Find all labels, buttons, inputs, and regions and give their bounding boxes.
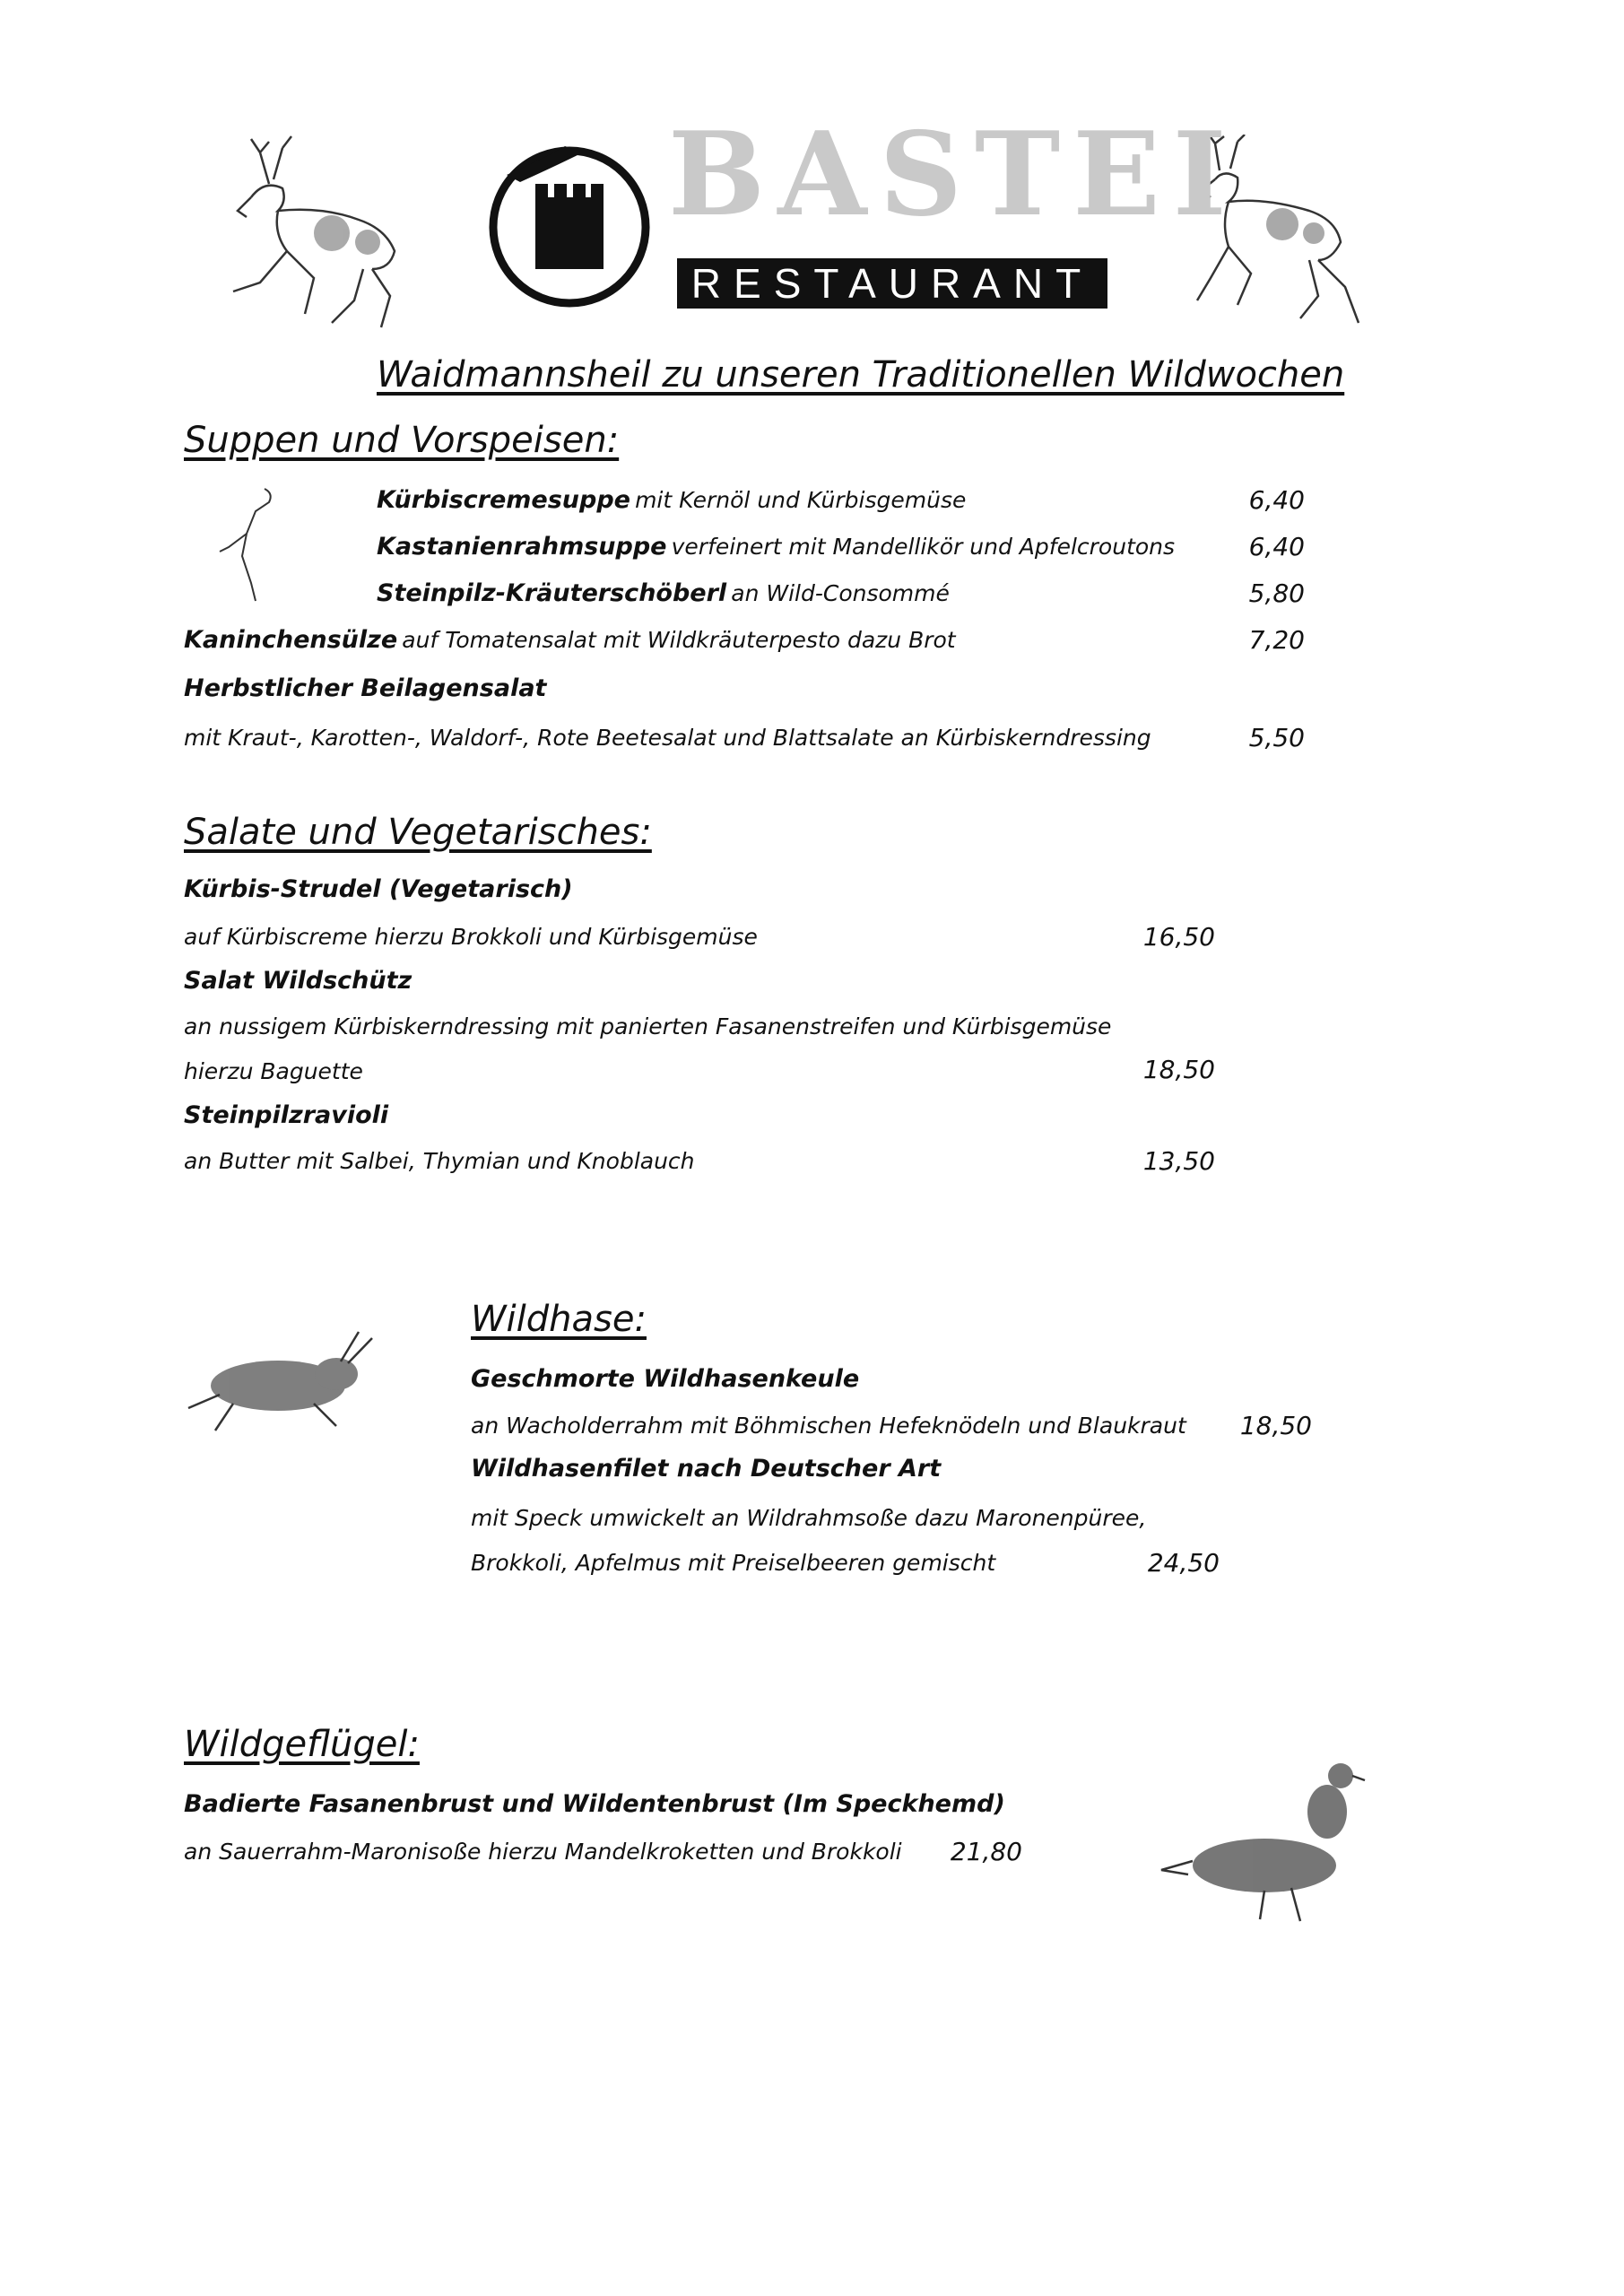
hare-illustration	[179, 1318, 386, 1444]
dish-price: 5,50	[1248, 723, 1305, 752]
section-heading-wildhase: Wildhase:	[471, 1299, 647, 1340]
dish-description: mit Kraut-, Karotten-, Waldorf-, Rote Beetesalat und Blattsalate an Kürbiskerndressing	[184, 725, 1151, 751]
page-title: Waidmannsheil zu unseren Traditionellen Wildwochen	[377, 354, 1345, 396]
dish-description: auf Tomatensalat mit Wildkräuterpesto dazu Brot	[402, 627, 956, 653]
dish-name: Kastanienrahmsuppe	[377, 533, 667, 561]
deer-left-illustration	[197, 135, 439, 341]
dish-description: an nussigem Kürbiskerndressing mit panierten Fasanenstreifen und Kürbisgemüse	[184, 1013, 1112, 1039]
dish-description: mit Kernöl und Kürbisgemüse	[635, 487, 967, 513]
brand-word: BASTEI	[668, 108, 1239, 242]
menu-item	[377, 579, 950, 607]
dish-price: 18,50	[1239, 1411, 1312, 1440]
dish-name: Salat Wildschütz	[184, 967, 413, 995]
pheasant-illustration	[1157, 1749, 1390, 1928]
dish-description: an Butter mit Salbei, Thymian und Knoblauch	[184, 1148, 695, 1174]
dish-price: 24,50	[1147, 1548, 1220, 1578]
dish-description: verfeinert mit Mandellikör und Apfelcroutons	[671, 534, 1176, 560]
dish-price: 16,50	[1142, 922, 1215, 952]
menu-item	[377, 533, 1175, 561]
dish-description: an Sauerrahm-Maronisoße hierzu Mandelkroketten und Brokkoli	[184, 1839, 902, 1865]
dish-description: an Wild-Consommé	[731, 580, 950, 606]
dish-name: Wildhasenfilet nach Deutscher Art	[471, 1455, 942, 1483]
dish-description: Brokkoli, Apfelmus mit Preiselbeeren gemischt	[471, 1550, 996, 1576]
section-heading-wildgefluegel: Wildgeflügel:	[184, 1724, 420, 1765]
dish-name: Badierte Fasanenbrust und Wildentenbrust (Im Speckhemd)	[184, 1790, 1005, 1818]
section-heading-salate: Salate und Vegetarisches:	[184, 812, 652, 853]
dish-name: Kaninchensülze	[184, 626, 398, 654]
dish-description: auf Kürbiscreme hierzu Brokkoli und Kürbisgemüse	[184, 924, 758, 950]
dish-description: mit Speck umwickelt an Wildrahmsoße dazu Maronenpüree,	[471, 1505, 1147, 1531]
brand-subtitle: RESTAURANT	[677, 258, 1107, 309]
dish-price: 7,20	[1248, 625, 1305, 655]
dish-price: 6,40	[1248, 532, 1305, 561]
dish-name: Kürbiscremesuppe	[377, 486, 630, 514]
dish-price: 21,80	[950, 1837, 1022, 1866]
dish-price: 6,40	[1248, 485, 1305, 515]
tower-logo-icon	[484, 139, 655, 309]
menu-item	[377, 486, 966, 514]
dish-description: an Wacholderrahm mit Böhmischen Hefeknödeln und Blaukraut	[471, 1413, 1186, 1439]
menu-item	[184, 626, 956, 654]
dish-name: Steinpilzravioli	[184, 1101, 389, 1129]
dish-name: Steinpilz-Kräuterschöberl	[377, 579, 727, 607]
dish-price: 18,50	[1142, 1055, 1215, 1084]
dish-name: Kürbis-Strudel (Vegetarisch)	[184, 875, 573, 903]
dish-name: Geschmorte Wildhasenkeule	[471, 1365, 860, 1393]
dish-name: Herbstlicher Beilagensalat	[184, 674, 547, 702]
small-deer-sketch	[193, 484, 291, 610]
dish-description: hierzu Baguette	[184, 1058, 363, 1084]
dish-price: 13,50	[1142, 1146, 1215, 1176]
dish-price: 5,80	[1248, 578, 1305, 608]
section-heading-suppen: Suppen und Vorspeisen:	[184, 420, 620, 461]
